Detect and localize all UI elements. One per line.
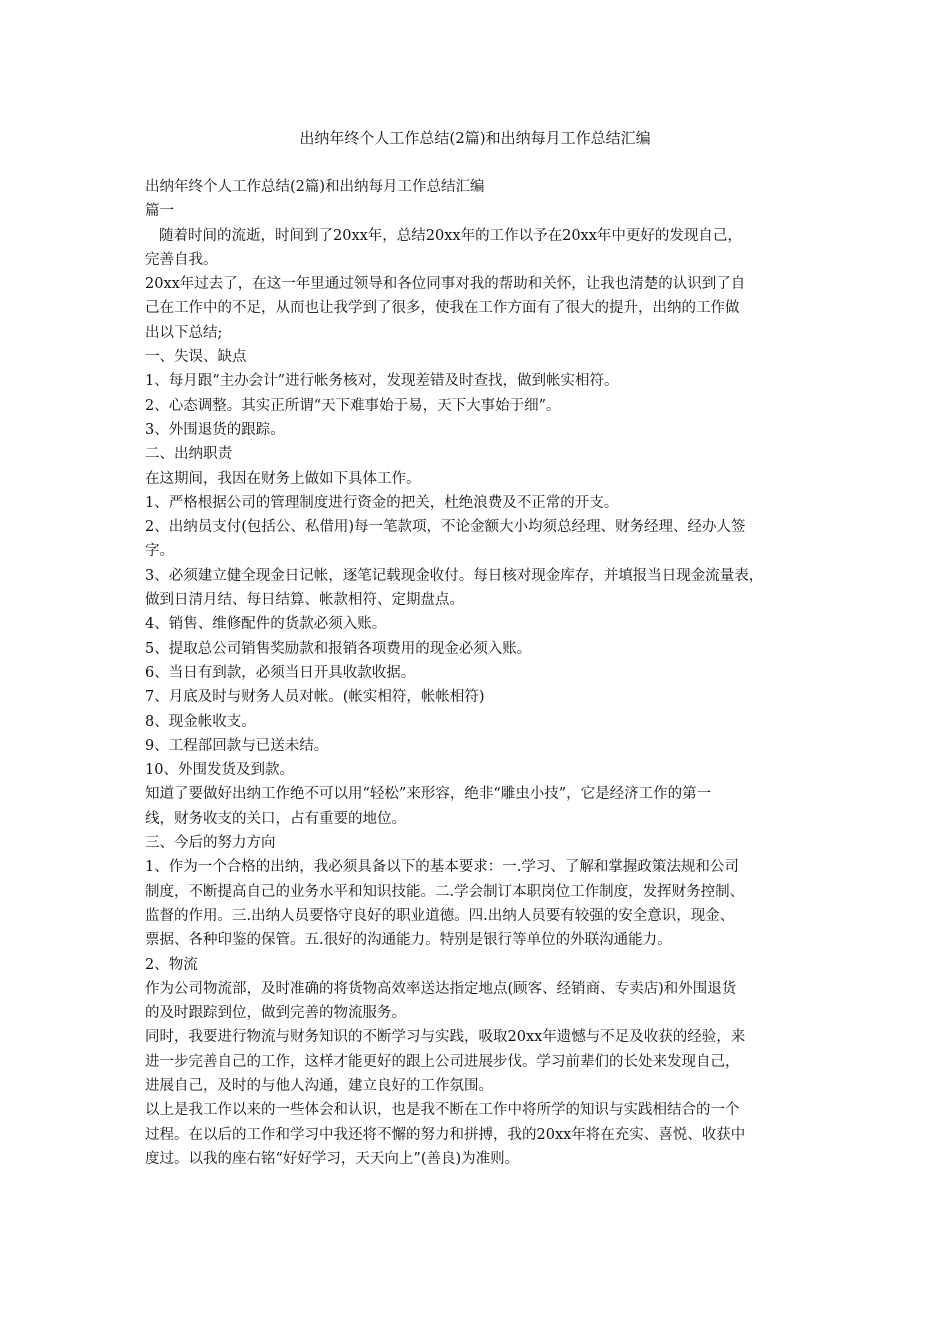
text-line: 在这期间，我因在财务上做如下具体工作。 [145,470,421,487]
text-line: 7、月底及时与财务人员对帐。(帐实相符，帐帐相符) [145,689,485,706]
text-line: 知道了要做好出纳工作绝不可以用“轻松”来形容，绝非“雕虫小技”，它是经济工作的第一 [145,786,712,803]
text-line: 制度，不断提高自己的业务水平和知识技能。二.学会制订本职岗位工作制度，发挥财务控制、 [145,883,745,900]
text-line: 2、心态调整。其实正所谓“天下难事始于易，天下大事始于细”。 [145,397,561,414]
text-line: 己在工作中的不足，从而也让我学到了很多，使我在工作方面有了很大的提升，出纳的工作做 [145,300,740,317]
text-line: 随着时间的流逝，时间到了20xx年，总结20xx年的工作以予在20xx年中更好的发现自己， [159,227,742,244]
document-title: 出纳年终个人工作总结(2篇)和出纳每月工作总结汇编 [299,129,651,147]
text-line: 进展自己，及时的与他人沟通，建立良好的工作氛围。 [145,1077,493,1094]
text-line: 监督的作用。三.出纳人员要恪守良好的职业道德。四.出纳人员要有较强的安全意识，现金、 [145,907,735,924]
text-line: 2、物流 [145,956,198,973]
text-line: 以上是我工作以来的一些体会和认识，也是我不断在工作中将所学的知识与实践相结合的一个 [145,1102,740,1119]
text-line: 9、工程部回款与已送未结。 [145,737,329,754]
text-line: 1、严格根据公司的管理制度进行资金的把关，杜绝浪费及不正常的开支。 [145,494,619,511]
text-line: 一、失误、缺点 [145,349,247,366]
text-line: 的及时跟踪到位，做到完善的物流服务。 [145,1005,406,1022]
text-line: 票据、各种印鉴的保管。五.很好的沟通能力。特别是银行等单位的外联沟通能力。 [145,932,672,949]
text-line: 篇一 [145,203,174,220]
text-line: 4、销售、维修配件的货款必须入账。 [145,616,387,633]
text-line: 5、提取总公司销售奖励款和报销各项费用的现金必须入账。 [145,640,532,657]
text-line: 完善自我。 [145,251,218,268]
text-line: 过程。在以后的工作和学习中我还将不懈的努力和拼搏，我的20xx年将在充实、喜悦、收获中 [145,1126,746,1143]
text-line: 二、出纳职责 [145,446,232,463]
text-line: 作为公司物流部，及时准确的将货物高效率送达指定地点(顾客、经销商、专卖店)和外围退货 [145,980,737,997]
text-line: 2、出纳员支付(包括公、私借用)每一笔款项，不论金额大小均须总经理、财务经理、经办人签 [145,519,746,536]
text-line: 3、必须建立健全现金日记帐，逐笔记载现金收付。每日核对现金库存，并填报当日现金流量表， [145,567,764,584]
text-line: 1、作为一个合格的出纳，我必须具备以下的基本要求：一.学习、了解和掌握政策法规和公司 [145,859,739,876]
text-line: 10、外围发货及到款。 [145,762,294,779]
text-line: 3、外围退货的跟踪。 [145,421,285,438]
document-body [145,175,825,1171]
text-line: 做到日清月结、每日结算、帐款相符、定期盘点。 [145,592,464,609]
text-line: 出纳年终个人工作总结(2篇)和出纳每月工作总结汇编 [145,179,485,195]
text-line: 线，财务收支的关口，占有重要的地位。 [145,810,406,827]
text-line: 6、当日有到款，必须当日开具收款收据。 [145,664,416,681]
text-line: 同时，我要进行物流与财务知识的不断学习与实践，吸取20xx年遗憾与不足及收获的经验，来 [145,1029,746,1046]
text-line: 8、现金帐收支。 [145,713,256,730]
text-line: 进一步完善自己的工作，这样才能更好的跟上公司进展步伐。学习前辈们的长处来发现自己， [145,1053,740,1070]
text-line: 三、今后的努力方向 [145,835,276,852]
text-line: 出以下总结; [145,324,223,341]
text-line: 20xx年过去了，在这一年里通过领导和各位同事对我的帮助和关怀，让我也清楚的认识到了自 [145,276,746,293]
text-line: 字。 [145,543,174,560]
text-line: 1、每月跟“主办会计”进行帐务核对，发现差错及时查找，做到帐实相符。 [145,373,619,390]
text-line: 度过。以我的座右铭“好好学习，天天向上”(善良)为准则。 [145,1150,520,1167]
